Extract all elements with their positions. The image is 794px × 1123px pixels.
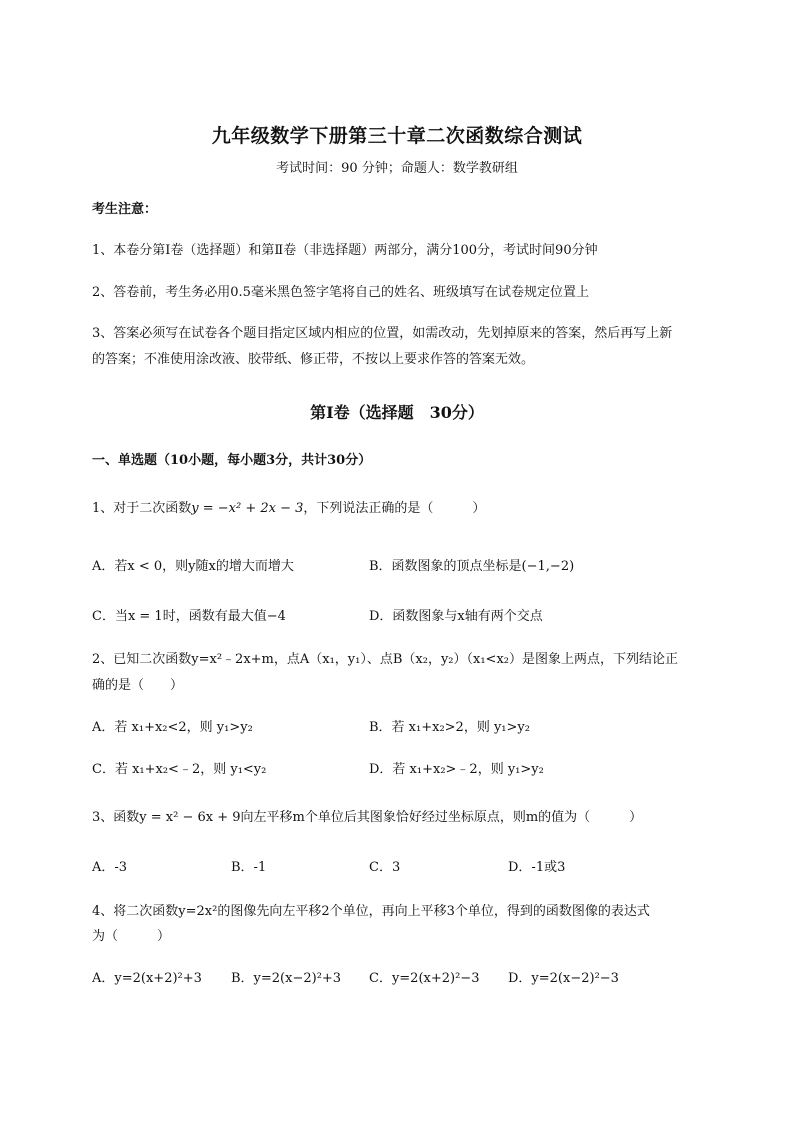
q2-option-d[interactable]: D．若 x₁+x₂>﹣2，则 y₁>y₂ bbox=[369, 762, 544, 777]
notice-item-2: 2、答卷前，考生务必用0.5毫米黑色签字笔将自己的姓名、班级填写在试卷规定位置上 bbox=[92, 285, 589, 300]
q4-option-a[interactable]: A．y=2(x+2)²+3 bbox=[92, 971, 202, 986]
question-2-stem-line2: 确的是（ ） bbox=[92, 678, 184, 693]
notice-heading: 考生注意： bbox=[92, 202, 158, 217]
q2-option-b[interactable]: B．若 x₁+x₂>2，则 y₁>y₂ bbox=[369, 720, 530, 735]
question-1-formula: y = −x² + 2x − 3 bbox=[191, 501, 304, 516]
part1-title: 第Ⅰ卷（选择题 30分） bbox=[310, 403, 484, 422]
q4-option-d[interactable]: D．y=2(x−2)²−3 bbox=[508, 971, 619, 986]
q3-option-a[interactable]: A．-3 bbox=[92, 860, 128, 875]
q1-option-d[interactable]: D．函数图象与x轴有两个交点 bbox=[369, 609, 543, 624]
q3-option-b[interactable]: B．-1 bbox=[231, 860, 267, 875]
q2-option-c[interactable]: C．若 x₁+x₂<﹣2，则 y₁<y₂ bbox=[92, 762, 267, 777]
notice-item-3-cont: 的答案；不准使用涂改液、胶带纸、修正带，不按以上要求作答的答案无效。 bbox=[92, 352, 535, 367]
q2-option-a[interactable]: A．若 x₁+x₂<2，则 y₁>y₂ bbox=[92, 720, 253, 735]
question-2-stem-line1: 2、已知二次函数y=x²﹣2x+m，点A（x₁，y₁）、点B（x₂，y₂）（x₁<x₂）是图象上两点，下列结论正 bbox=[92, 652, 678, 667]
q4-option-b[interactable]: B．y=2(x−2)²+3 bbox=[231, 971, 342, 986]
exam-subtitle: 考试时间：90 分钟；命题人：数学教研组 bbox=[276, 161, 518, 176]
question-1-suffix: ，下列说法正确的是（ ） bbox=[303, 501, 486, 516]
q4-option-c[interactable]: C．y=2(x+2)²−3 bbox=[369, 971, 480, 986]
q3-option-c[interactable]: C．3 bbox=[369, 860, 401, 875]
q1-option-b[interactable]: B．函数图象的顶点坐标是(−1,−2) bbox=[369, 559, 575, 574]
q1-option-c[interactable]: C．当x = 1时，函数有最大值−4 bbox=[92, 609, 286, 624]
question-1-stem bbox=[92, 499, 485, 519]
question-4-stem-line2: 为（ ） bbox=[92, 929, 171, 944]
q1-option-a[interactable]: A．若x < 0，则y随x的增大而增大 bbox=[92, 559, 294, 574]
q3-option-d[interactable]: D．-1或3 bbox=[508, 860, 566, 875]
question-1-prefix: 1、对于二次函数 bbox=[92, 501, 192, 516]
notice-item-3: 3、答案必须写在试卷各个题目指定区域内相应的位置，如需改动，先划掉原来的答案，然后再写上新 bbox=[92, 326, 673, 341]
notice-item-1: 1、本卷分第Ⅰ卷（选择题）和第Ⅱ卷（非选择题）两部分，满分100分，考试时间90分钟 bbox=[92, 243, 598, 258]
question-4-stem-line1: 4、将二次函数y=2x²的图像先向左平移2个单位，再向上平移3个单位，得到的函数图像的表达式 bbox=[92, 904, 650, 919]
section-heading: 一、单选题（10小题，每小题3分，共计30分） bbox=[92, 453, 372, 468]
question-3-stem: 3、函数y = x² − 6x + 9向左平移m个单位后其图象恰好经过坐标原点，则m的值为（ ） bbox=[92, 810, 643, 825]
page-title: 九年级数学下册第三十章二次函数综合测试 bbox=[211, 125, 583, 147]
